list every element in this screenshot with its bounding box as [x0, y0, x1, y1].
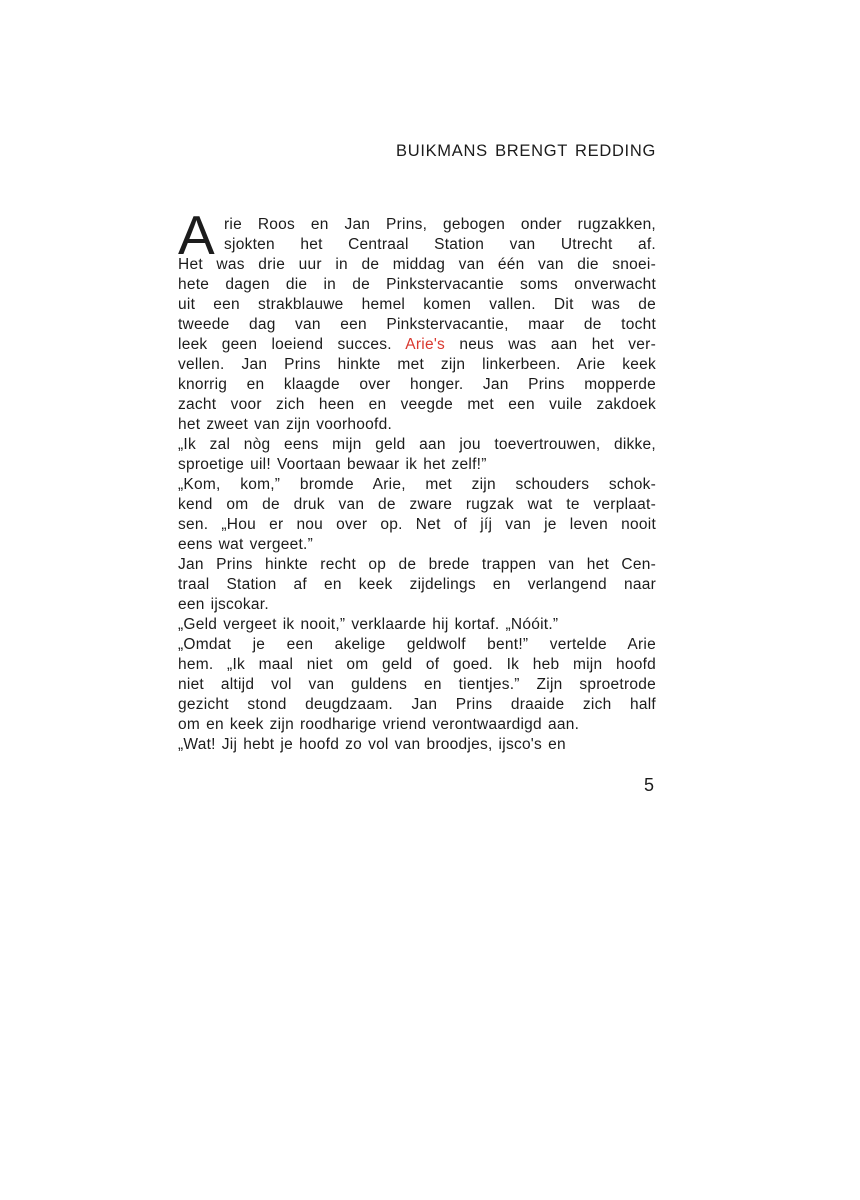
- text-segment: kend om de druk van de zware rugzak wat te verplaat-: [178, 496, 656, 513]
- text-line: [178, 235, 656, 255]
- text-line: [178, 455, 656, 475]
- text-segment: „Geld vergeet ik nooit,” verklaarde hij kortaf. „Nóóit.”: [178, 616, 559, 633]
- text-line: [178, 675, 656, 695]
- text-segment: een ijscokar.: [178, 596, 269, 613]
- chapter-title: BUIKMANS BRENGT REDDING: [396, 142, 656, 160]
- text-line: [178, 475, 656, 495]
- text-line: [178, 355, 656, 375]
- text-segment: „Ik zal nòg eens mijn geld aan jou toevertrouwen, dikke,: [178, 436, 656, 453]
- text-line: [178, 635, 656, 655]
- text-line: [178, 555, 656, 575]
- text-segment: tweede dag van een Pinkstervacantie, maar de tocht: [178, 316, 656, 333]
- text-segment: sen. „Hou er nou over op. Net of jíj van je leven nooit: [178, 516, 656, 533]
- text-segment: sjokten het Centraal Station van Utrecht af.: [224, 236, 656, 253]
- page-number: 5: [643, 775, 654, 795]
- text-segment: knorrig en klaagde over honger. Jan Prins mopperde: [178, 376, 656, 393]
- text-segment: gezicht stond deugdzaam. Jan Prins draaide zich half: [178, 696, 656, 713]
- text-line: [178, 495, 656, 515]
- text-line: [178, 375, 656, 395]
- text-line: [178, 435, 656, 455]
- text-segment: sproetige uil! Voortaan bewaar ik het zelf!”: [178, 456, 487, 473]
- drop-cap-letter: A: [178, 204, 215, 266]
- highlighted-name: Arie's: [405, 336, 446, 353]
- text-line: [178, 655, 656, 675]
- text-line: [178, 395, 656, 415]
- text-block: [178, 142, 656, 795]
- text-line: [178, 575, 656, 595]
- text-segment: hete dagen die in de Pinkstervacantie soms onverwacht: [178, 276, 656, 293]
- text-line: [178, 215, 656, 235]
- text-segment: om en keek zijn roodharige vriend verontwaardigd aan.: [178, 716, 580, 733]
- text-segment: eens wat vergeet.”: [178, 536, 314, 553]
- text-segment: „Kom, kom,” bromde Arie, met zijn schouders schok-: [178, 476, 656, 493]
- text-segment: Jan Prins hinkte recht op de brede trappen van het Cen-: [178, 556, 656, 573]
- text-segment: uit een strakblauwe hemel komen vallen. Dit was de: [178, 296, 656, 313]
- text-line: [178, 595, 656, 615]
- text-segment: niet altijd vol van guldens en tientjes.” Zijn sproetrode: [178, 676, 656, 693]
- text-line: [178, 255, 656, 275]
- text-line: [178, 275, 656, 295]
- text-segment: traal Station af en keek zijdelings en verlangend naar: [178, 576, 656, 593]
- text-line: [178, 735, 656, 755]
- text-line: [178, 335, 656, 355]
- text-segment: Het was drie uur in de middag van één van die snoei-: [178, 256, 656, 273]
- text-line: [178, 515, 656, 535]
- text-line: [178, 695, 656, 715]
- text-segment: zacht voor zich heen en veegde met een vuile zakdoek: [178, 396, 656, 413]
- text-segment: rie Roos en Jan Prins, gebogen onder rugzakken,: [224, 216, 656, 233]
- text-line: [178, 415, 656, 435]
- text-segment: het zweet van zijn voorhoofd.: [178, 416, 393, 433]
- text-line: [178, 535, 656, 555]
- text-segment: „Wat! Jij hebt je hoofd zo vol van broodjes, ijsco's en: [178, 736, 566, 753]
- text-line: [178, 715, 656, 735]
- text-segment: hem. „Ik maal niet om geld of goed. Ik heb mijn hoofd: [178, 656, 656, 673]
- text-line: [178, 615, 656, 635]
- text-segment: „Omdat je een akelige geldwolf bent!” vertelde Arie: [178, 636, 656, 653]
- drop-cap: [178, 204, 224, 266]
- text-segment: neus was aan het ver-: [445, 336, 656, 353]
- text-line: [178, 315, 656, 335]
- text-segment: leek geen loeiend succes.: [178, 336, 406, 353]
- text-line: [178, 295, 656, 315]
- text-segment: vellen. Jan Prins hinkte met zijn linkerbeen. Arie keek: [178, 356, 656, 373]
- body-text: [178, 204, 656, 755]
